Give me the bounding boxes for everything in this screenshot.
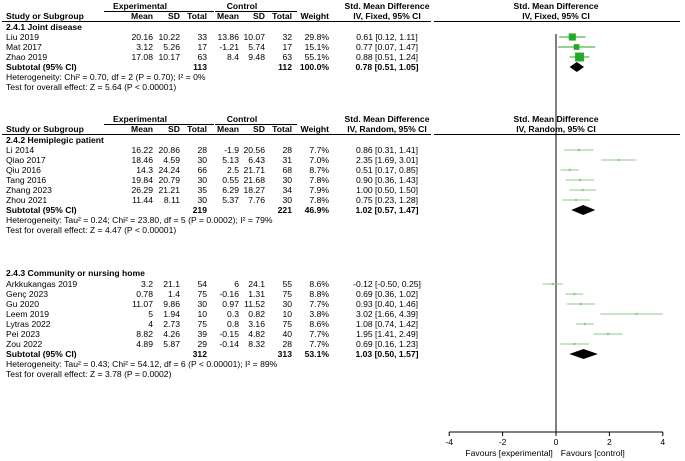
study-weight: 55.1% <box>304 52 329 62</box>
study-point <box>579 179 581 181</box>
study-total-e: 35 <box>197 185 207 195</box>
smd-header: Std. Mean Difference <box>344 114 430 124</box>
study-ci: 0.93 [0.40, 1.46] <box>355 299 419 309</box>
subtotal-weight: 53.1% <box>304 349 329 359</box>
col-ci-plot-header: IV, Random, 95% CI <box>516 124 596 134</box>
study-sd-c: 4.82 <box>248 329 265 339</box>
col-mean-c-header: Mean <box>217 11 239 21</box>
study-weight: 8.6% <box>309 319 329 329</box>
col-total-e-header: Total <box>187 11 207 21</box>
study-mean-c: 8.4 <box>227 52 239 62</box>
study-point <box>569 169 571 171</box>
study-ci: 0.86 [0.31, 1.41] <box>355 145 419 155</box>
col-study-header: Study or Subgroup <box>6 124 84 134</box>
study-total-c: 55 <box>282 279 292 289</box>
study-sd-c: 11.52 <box>244 299 265 309</box>
study-total-e: 17 <box>197 42 207 52</box>
study-total-e: 33 <box>197 32 207 42</box>
study-ci: 0.69 [0.36, 1.02] <box>355 289 419 299</box>
study-total-e: 39 <box>197 329 207 339</box>
study-mean-e: 19.84 <box>131 175 153 185</box>
study-point <box>582 189 584 191</box>
study-sd-e: 21.21 <box>158 185 180 195</box>
study-name: Leem 2019 <box>6 309 50 319</box>
study-sd-e: 20.79 <box>158 175 180 185</box>
study-name: Zhao 2019 <box>6 52 48 62</box>
study-total-e: 75 <box>197 289 207 299</box>
subgroup-title: 2.4.3 Community or nursing home <box>6 268 145 278</box>
heterogeneity-text: Heterogeneity: Tau² = 0.24; Chi² = 23.80, df = 5 (P = 0.0002); I² = 79% <box>6 215 273 225</box>
study-sd-c: 24.1 <box>248 279 265 289</box>
study-name: Pei 2023 <box>6 329 40 339</box>
study-mean-c: -0.15 <box>219 329 239 339</box>
study-name: Genç 2023 <box>6 289 49 299</box>
study-mean-e: 0.78 <box>136 289 153 299</box>
study-sd-c: 0.82 <box>248 309 265 319</box>
smd-header: Std. Mean Difference <box>344 1 430 11</box>
study-name: Arkkukangas 2019 <box>6 279 78 289</box>
study-point <box>573 293 575 295</box>
study-total-e: 30 <box>197 175 207 185</box>
col-ci-header: IV, Fixed, 95% CI <box>353 11 421 21</box>
study-point <box>575 53 584 62</box>
study-mean-c: -1.9 <box>224 145 239 155</box>
favours-right-label: Favours [control] <box>560 448 625 458</box>
favours-left-label: Favours [experimental] <box>465 448 553 458</box>
subtotal-diamond <box>569 349 598 359</box>
study-name: Gu 2020 <box>6 299 39 309</box>
study-mean-c: 5.37 <box>222 195 239 205</box>
study-total-c: 68 <box>282 165 292 175</box>
study-ci: 0.51 [0.17, 0.85] <box>355 165 419 175</box>
study-point <box>573 343 575 345</box>
study-mean-c: -0.16 <box>219 289 239 299</box>
study-weight: 7.7% <box>309 329 329 339</box>
study-mean-c: -1.21 <box>219 42 239 52</box>
study-sd-e: 5.26 <box>163 42 180 52</box>
study-name: Li 2014 <box>6 145 35 155</box>
study-sd-c: 10.07 <box>243 32 265 42</box>
overall-effect-text: Test for overall effect: Z = 4.47 (P < 0.00001) <box>6 225 177 235</box>
smd-plot-header: Std. Mean Difference <box>513 1 599 11</box>
study-weight: 8.6% <box>309 279 329 289</box>
study-sd-e: 9.86 <box>163 299 180 309</box>
study-sd-e: 8.11 <box>163 195 180 205</box>
subtotal-ci: 1.02 [0.57, 1.47] <box>355 205 419 215</box>
study-sd-e: 24.24 <box>158 165 180 175</box>
study-sd-e: 4.26 <box>163 329 180 339</box>
study-weight: 7.8% <box>309 195 329 205</box>
study-weight: 29.8% <box>304 32 329 42</box>
study-sd-c: 21.71 <box>243 165 265 175</box>
col-total-e-header: Total <box>187 124 207 134</box>
study-total-e: 30 <box>197 155 207 165</box>
study-mean-e: 26.29 <box>131 185 153 195</box>
study-total-c: 30 <box>282 299 292 309</box>
study-total-e: 63 <box>197 52 207 62</box>
subgroup-title: 2.4.1 Joint disease <box>6 22 82 32</box>
study-point <box>574 44 580 50</box>
study-mean-e: 5 <box>148 309 153 319</box>
study-mean-e: 4 <box>148 319 153 329</box>
study-total-e: 75 <box>197 319 207 329</box>
study-mean-e: 20.16 <box>131 32 153 42</box>
heterogeneity-text: Heterogeneity: Chi² = 0.70, df = 2 (P = 0.70); I² = 0% <box>6 72 206 82</box>
subtotal-ci: 0.78 [0.51, 1.05] <box>355 62 419 72</box>
overall-effect-text: Test for overall effect: Z = 3.78 (P = 0.0002) <box>6 369 172 379</box>
study-weight: 7.9% <box>309 185 329 195</box>
subtotal-diamond <box>570 62 584 72</box>
study-total-c: 75 <box>282 319 292 329</box>
study-sd-c: 18.27 <box>243 185 265 195</box>
study-sd-c: 20.56 <box>243 145 265 155</box>
subtotal-total-e: 219 <box>192 205 207 215</box>
study-ci: 2.35 [1.69, 3.01] <box>355 155 419 165</box>
study-mean-c: 6 <box>234 279 239 289</box>
study-mean-c: 0.8 <box>227 319 239 329</box>
study-ci: 0.69 [0.16, 1.23] <box>355 339 419 349</box>
smd-plot-header: Std. Mean Difference <box>513 114 599 124</box>
x-tick-label: -2 <box>498 437 507 447</box>
study-sd-e: 4.59 <box>163 155 180 165</box>
study-total-c: 40 <box>282 329 292 339</box>
study-total-c: 28 <box>282 145 292 155</box>
study-weight: 7.7% <box>309 339 329 349</box>
col-sd-e-header: SD <box>168 124 180 134</box>
study-mean-c: 0.97 <box>222 299 239 309</box>
subtotal-weight: 46.9% <box>304 205 329 215</box>
subtotal-label: Subtotal (95% CI) <box>6 349 77 359</box>
study-sd-e: 21.1 <box>163 279 180 289</box>
study-sd-c: 5.74 <box>248 42 265 52</box>
study-total-c: 28 <box>282 339 292 349</box>
study-total-e: 29 <box>197 339 207 349</box>
subtotal-diamond <box>571 205 595 215</box>
study-name: Mat 2017 <box>6 42 42 52</box>
study-sd-e: 10.22 <box>158 32 180 42</box>
study-weight: 15.1% <box>304 42 329 52</box>
study-point <box>607 333 609 335</box>
study-mean-c: 6.29 <box>222 185 239 195</box>
subtotal-total-c: 313 <box>277 349 292 359</box>
subgroup-title: 2.4.2 Hemiplegic patient <box>6 135 104 145</box>
study-total-e: 10 <box>197 309 207 319</box>
study-sd-e: 10.17 <box>158 52 180 62</box>
subtotal-ci: 1.03 [0.50, 1.57] <box>355 349 419 359</box>
study-point <box>584 323 586 325</box>
study-ci: 3.02 [1.66, 4.39] <box>355 309 419 319</box>
subtotal-label: Subtotal (95% CI) <box>6 62 77 72</box>
col-sd-c-header: SD <box>253 124 265 134</box>
study-mean-c: 5.13 <box>222 155 239 165</box>
study-mean-e: 8.82 <box>136 329 153 339</box>
overall-effect-text: Test for overall effect: Z = 5.64 (P < 0.00001) <box>6 82 177 92</box>
study-total-c: 10 <box>282 309 292 319</box>
study-total-c: 30 <box>282 195 292 205</box>
study-point <box>580 303 582 305</box>
study-ci: 0.75 [0.23, 1.28] <box>355 195 419 205</box>
study-name: Qiu 2016 <box>6 165 41 175</box>
experimental-header: Experimental <box>113 114 167 124</box>
study-sd-c: 7.76 <box>248 195 265 205</box>
study-sd-c: 9.48 <box>248 52 265 62</box>
x-tick-label: 4 <box>660 437 666 447</box>
study-mean-c: 2.5 <box>227 165 239 175</box>
col-study-header: Study or Subgroup <box>6 11 84 21</box>
study-mean-e: 11.44 <box>132 195 153 205</box>
col-mean-e-header: Mean <box>131 124 153 134</box>
study-ci: 0.90 [0.36, 1.43] <box>355 175 419 185</box>
study-mean-e: 11.07 <box>132 299 153 309</box>
study-name: Zhou 2021 <box>6 195 48 205</box>
study-weight: 7.8% <box>309 175 329 185</box>
study-mean-e: 14.3 <box>136 165 153 175</box>
study-total-c: 34 <box>282 185 292 195</box>
study-name: Qiao 2017 <box>6 155 46 165</box>
study-total-c: 32 <box>282 32 292 42</box>
study-mean-e: 4.89 <box>136 339 153 349</box>
col-total-c-header: Total <box>272 124 292 134</box>
study-total-c: 30 <box>282 175 292 185</box>
study-total-c: 17 <box>282 42 292 52</box>
subtotal-total-c: 112 <box>278 62 292 72</box>
study-weight: 7.7% <box>309 145 329 155</box>
study-total-e: 66 <box>197 165 207 175</box>
study-sd-c: 8.32 <box>248 339 265 349</box>
x-tick-label: -4 <box>445 437 454 447</box>
col-mean-c-header: Mean <box>217 124 239 134</box>
study-name: Zou 2022 <box>6 339 43 349</box>
study-point <box>552 283 554 285</box>
subtotal-total-e: 113 <box>193 62 207 72</box>
subtotal-label: Subtotal (95% CI) <box>6 205 77 215</box>
study-weight: 8.8% <box>309 289 329 299</box>
study-total-e: 30 <box>197 195 207 205</box>
study-ci: 1.08 [0.74, 1.42] <box>355 319 419 329</box>
experimental-header: Experimental <box>113 1 167 11</box>
study-mean-e: 3.2 <box>141 279 153 289</box>
study-ci: 1.00 [0.50, 1.50] <box>355 185 419 195</box>
col-total-c-header: Total <box>272 11 292 21</box>
study-sd-c: 21.68 <box>243 175 265 185</box>
study-sd-e: 1.94 <box>163 309 180 319</box>
study-ci: 1.95 [1.41, 2.49] <box>355 329 419 339</box>
study-total-e: 54 <box>197 279 207 289</box>
study-sd-c: 6.43 <box>248 155 265 165</box>
study-mean-e: 3.12 <box>136 42 153 52</box>
study-name: Zhang 2023 <box>6 185 52 195</box>
study-mean-c: -0.14 <box>219 339 239 349</box>
study-mean-e: 16.22 <box>131 145 153 155</box>
study-weight: 8.7% <box>309 165 329 175</box>
study-mean-e: 17.08 <box>131 52 153 62</box>
study-point <box>618 159 620 161</box>
col-sd-e-header: SD <box>168 11 180 21</box>
x-tick-label: 2 <box>607 437 612 447</box>
study-ci: 0.77 [0.07, 1.47] <box>355 42 419 52</box>
study-ci: 0.61 [0.12, 1.11] <box>356 32 418 42</box>
study-point <box>636 313 638 315</box>
study-name: Tang 2016 <box>6 175 47 185</box>
study-total-c: 31 <box>282 155 292 165</box>
study-ci: 0.88 [0.51, 1.24] <box>355 52 419 62</box>
study-weight: 7.0% <box>309 155 329 165</box>
study-point <box>569 33 576 40</box>
col-weight-header: Weight <box>300 124 329 134</box>
study-sd-c: 1.31 <box>248 289 265 299</box>
col-ci-header: IV, Random, 95% CI <box>347 124 427 134</box>
study-ci: -0.12 [-0.50, 0.25] <box>353 279 421 289</box>
study-sd-e: 5.87 <box>163 339 180 349</box>
heterogeneity-text: Heterogeneity: Tau² = 0.43; Chi² = 54.12, df = 6 (P < 0.00001); I² = 89% <box>6 359 278 369</box>
study-sd-e: 1.4 <box>168 289 180 299</box>
study-total-e: 28 <box>197 145 207 155</box>
study-name: Lytras 2022 <box>6 319 51 329</box>
study-sd-e: 20.86 <box>158 145 180 155</box>
col-mean-e-header: Mean <box>131 11 153 21</box>
subtotal-total-c: 221 <box>277 205 292 215</box>
study-point <box>578 149 580 151</box>
subtotal-total-e: 312 <box>192 349 207 359</box>
study-mean-e: 18.46 <box>131 155 153 165</box>
study-mean-c: 13.86 <box>217 32 239 42</box>
study-point <box>575 199 577 201</box>
study-mean-c: 0.3 <box>227 309 239 319</box>
study-sd-e: 2.73 <box>163 319 180 329</box>
control-header: Control <box>226 1 258 11</box>
study-mean-c: 0.55 <box>222 175 239 185</box>
study-name: Liu 2019 <box>6 32 39 42</box>
study-weight: 7.7% <box>309 299 329 309</box>
subtotal-weight: 100.0% <box>299 62 329 72</box>
col-weight-header: Weight <box>300 11 329 21</box>
x-tick-label: 0 <box>553 437 559 447</box>
study-sd-c: 3.16 <box>248 319 265 329</box>
study-weight: 3.8% <box>309 309 329 319</box>
study-total-c: 63 <box>282 52 292 62</box>
col-sd-c-header: SD <box>253 11 265 21</box>
study-total-c: 75 <box>282 289 292 299</box>
col-ci-plot-header: IV, Fixed, 95% CI <box>522 11 590 21</box>
control-header: Control <box>226 114 258 124</box>
study-total-e: 30 <box>197 299 207 309</box>
